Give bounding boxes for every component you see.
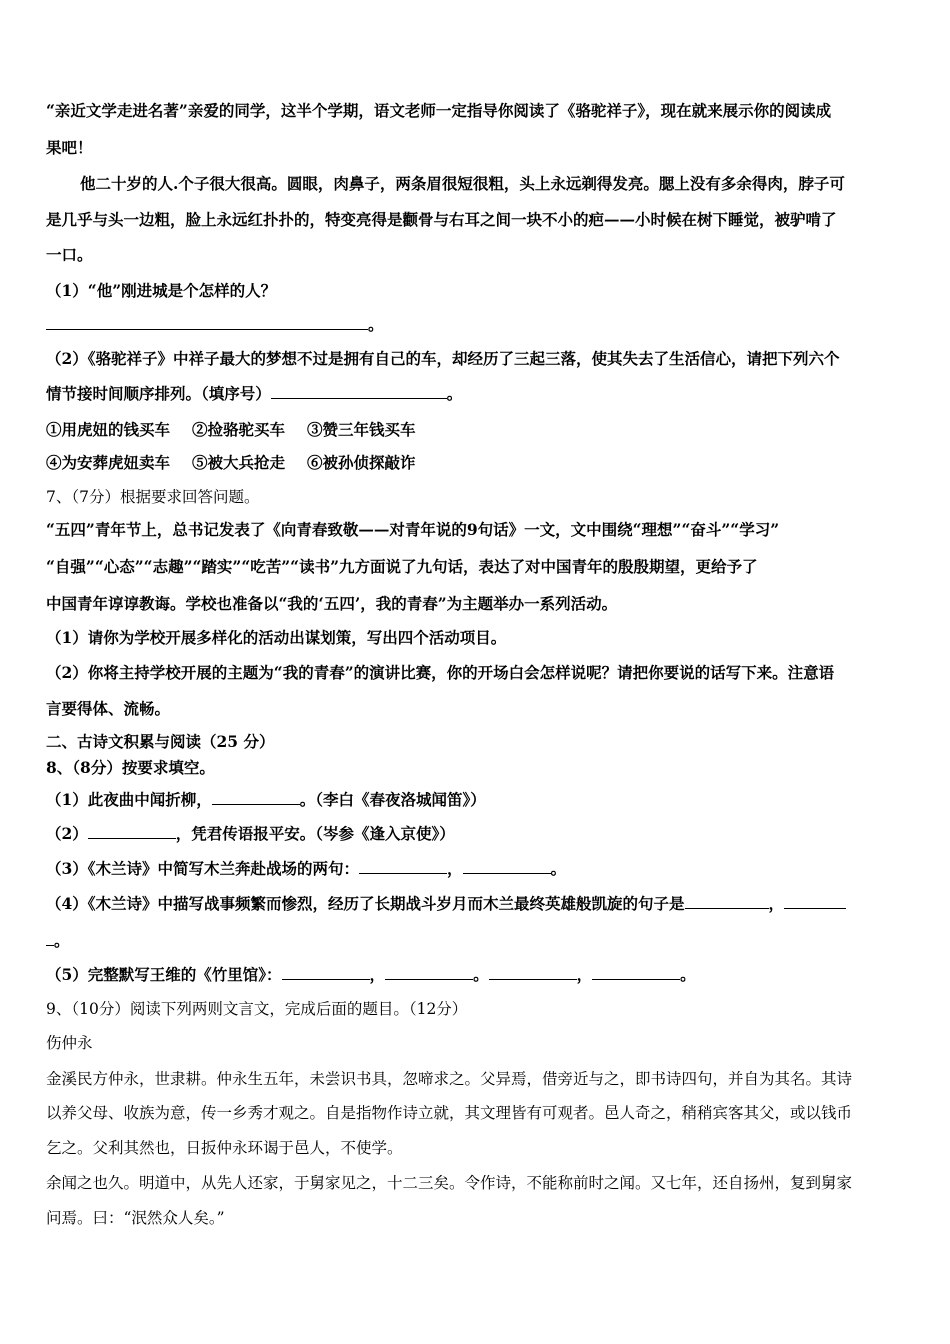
q7-text-line-3: 中国青年谆谆教诲。学校也准备以“我的‘五四’，我的青春”为主题举办一系列活动。 bbox=[46, 594, 618, 613]
q8-item-3-text: （3）《木兰诗》中简写木兰奔赴战场的两句： bbox=[46, 859, 360, 878]
option-4: ④为安葬虎妞卖车 bbox=[46, 453, 171, 472]
answer-blank[interactable] bbox=[784, 893, 846, 909]
q8-item-1-text: （1）此夜曲中闻折柳， bbox=[46, 790, 212, 809]
q6-sub2-question-line-1: （2）《骆驼祥子》中祥子最大的梦想不过是拥有自己的车，却经历了三起三落，使其失去了生活信心，请把下列六个 bbox=[46, 349, 840, 368]
q7-text-line-2: “自强”“心态”“志趣”“踏实”“吃苦”“读书”九方面说了九句话，表达了对中国青年的殷殷期望，更给予了 bbox=[46, 557, 758, 576]
q8-item-2-label: （2） bbox=[46, 824, 88, 843]
answer-blank[interactable] bbox=[282, 964, 370, 980]
answer-blank[interactable] bbox=[592, 964, 680, 980]
answer-blank[interactable] bbox=[271, 383, 447, 399]
comma-mark: ， bbox=[369, 965, 386, 984]
q9-para-1-line-1: 金溪民方仲永，世隶耕。仲永生五年，未尝识书具，忽啼求之。父异焉，借旁近与之，即书诗四句，并自为其名。其诗 bbox=[46, 1070, 853, 1088]
comma-mark: ， bbox=[447, 859, 463, 878]
option-6: ⑥被孙侦探敲诈 bbox=[307, 453, 416, 472]
q8-item-2-text: ，凭君传语报平安。（岑参《逢入京使》） bbox=[175, 824, 455, 843]
q8-item-5 bbox=[46, 964, 908, 986]
q6-passage-line-3: 一口。 bbox=[46, 245, 93, 264]
q9-para-1-line-3: 乞之。父利其然也，日扳仲永环谒于邑人，不使学。 bbox=[46, 1139, 403, 1157]
q6-options-row-2 bbox=[46, 452, 908, 474]
q7-sub2-line-1: （2）你将主持学校开展的主题为“我的青春”的演讲比赛，你的开场白会怎样说呢？请把你要说的话写下来。注意语 bbox=[46, 663, 835, 682]
q6-intro-line-2: 果吧！ bbox=[46, 138, 93, 157]
q8-title: 8、（8分）按要求填空。 bbox=[46, 758, 215, 777]
q8-item-3 bbox=[46, 858, 908, 880]
answer-blank[interactable] bbox=[463, 858, 551, 874]
q6-passage-line-1: 他二十岁的人.个子很大很高。圆眼，肉鼻子，两条眉很短很粗，头上永远剃得发亮。腮上没有多余得肉，脖子可 bbox=[80, 174, 845, 193]
option-2: ②捡骆驼买车 bbox=[192, 420, 286, 439]
q6-sub2-question-text: 情节接时间顺序排列。（填序号） bbox=[46, 384, 271, 403]
answer-blank[interactable] bbox=[685, 893, 769, 909]
period-mark: 。 bbox=[54, 931, 70, 950]
comma-mark: ， bbox=[768, 894, 785, 913]
answer-blank[interactable] bbox=[88, 823, 176, 839]
q6-passage-line-2: 是几乎与头一边粗，脸上永远红扑扑的，特变亮得是颧骨与右耳之间一块不小的疤——小时候在树下睡觉，被驴啃了 bbox=[46, 210, 837, 229]
q7-title: 7、（7分）根据要求回答问题。 bbox=[46, 488, 260, 506]
q8-item-1 bbox=[46, 789, 908, 811]
q6-sub1-question: （1）“他”刚进城是个怎样的人？ bbox=[46, 281, 277, 300]
period-mark: 。 bbox=[473, 965, 489, 984]
q6-sub2-question-line-2 bbox=[46, 383, 908, 405]
q7-text-line-1: “五四”青年节上，总书记发表了《向青春致敬——对青年说的9句话》一文，文中围绕“理想”“奋斗”“学习” bbox=[46, 520, 780, 539]
q8-item-2 bbox=[46, 823, 908, 845]
q7-sub1: （1）请你为学校开展多样化的活动出谋划策，写出四个活动项目。 bbox=[46, 628, 507, 647]
q8-item-5-text: （5）完整默写王维的《竹里馆》： bbox=[46, 965, 282, 984]
answer-blank[interactable] bbox=[212, 789, 300, 805]
q8-item-4-line-2 bbox=[46, 930, 908, 952]
section-2-title: 二、古诗文积累与阅读（25 分） bbox=[46, 732, 275, 751]
q9-title: 9、（10分）阅读下列两则文言文，完成后面的题目。（12分） bbox=[46, 1000, 468, 1018]
period-mark: 。 bbox=[368, 315, 384, 334]
period-mark: 。 bbox=[446, 384, 463, 403]
answer-blank[interactable] bbox=[46, 930, 54, 946]
answer-blank[interactable] bbox=[359, 858, 447, 874]
q8-item-4-text: （4）《木兰诗》中描写战事频繁而惨烈，经历了长期战斗岁月而木兰最终英雄般凯旋的句子是 bbox=[46, 894, 685, 913]
answer-blank[interactable] bbox=[46, 314, 368, 330]
q6-intro-line-1: “亲近文学走进名著”亲爱的同学，这半个学期，语文老师一定指导你阅读了《骆驼祥子》，现在就来展示你的阅读成 bbox=[46, 101, 832, 120]
q9-passage-heading: 伤仲永 bbox=[46, 1034, 93, 1052]
option-5: ⑤被大兵抢走 bbox=[192, 453, 286, 472]
q8-item-1-source: 。（李白《春夜洛城闻笛》） bbox=[299, 790, 486, 809]
period-mark: 。 bbox=[550, 859, 567, 878]
q9-para-2-line-1: 余闻之也久。明道中，从先人还家，于舅家见之，十二三矣。令作诗，不能称前时之闻。又七年，还自扬州，复到舅家 bbox=[46, 1174, 853, 1192]
comma-mark: ， bbox=[576, 965, 593, 984]
answer-blank[interactable] bbox=[385, 964, 473, 980]
answer-blank[interactable] bbox=[489, 964, 577, 980]
q9-para-1-line-2: 以养父母、收族为意，传一乡秀才观之。自是指物作诗立就，其文理皆有可观者。邑人奇之，稍稍宾客其父，或以钱币 bbox=[46, 1104, 853, 1122]
period-mark: 。 bbox=[680, 965, 696, 984]
q7-sub2-line-2: 言要得体、流畅。 bbox=[46, 699, 171, 718]
q6-options-row-1 bbox=[46, 419, 908, 441]
option-1: ①用虎妞的钱买车 bbox=[46, 420, 171, 439]
q9-para-2-line-2: 问焉。曰：“泯然众人矣。” bbox=[46, 1209, 225, 1227]
option-3: ③赞三年钱买车 bbox=[307, 420, 416, 439]
q8-item-4-line-1 bbox=[46, 893, 908, 915]
q6-sub1-answer-line bbox=[46, 314, 908, 336]
